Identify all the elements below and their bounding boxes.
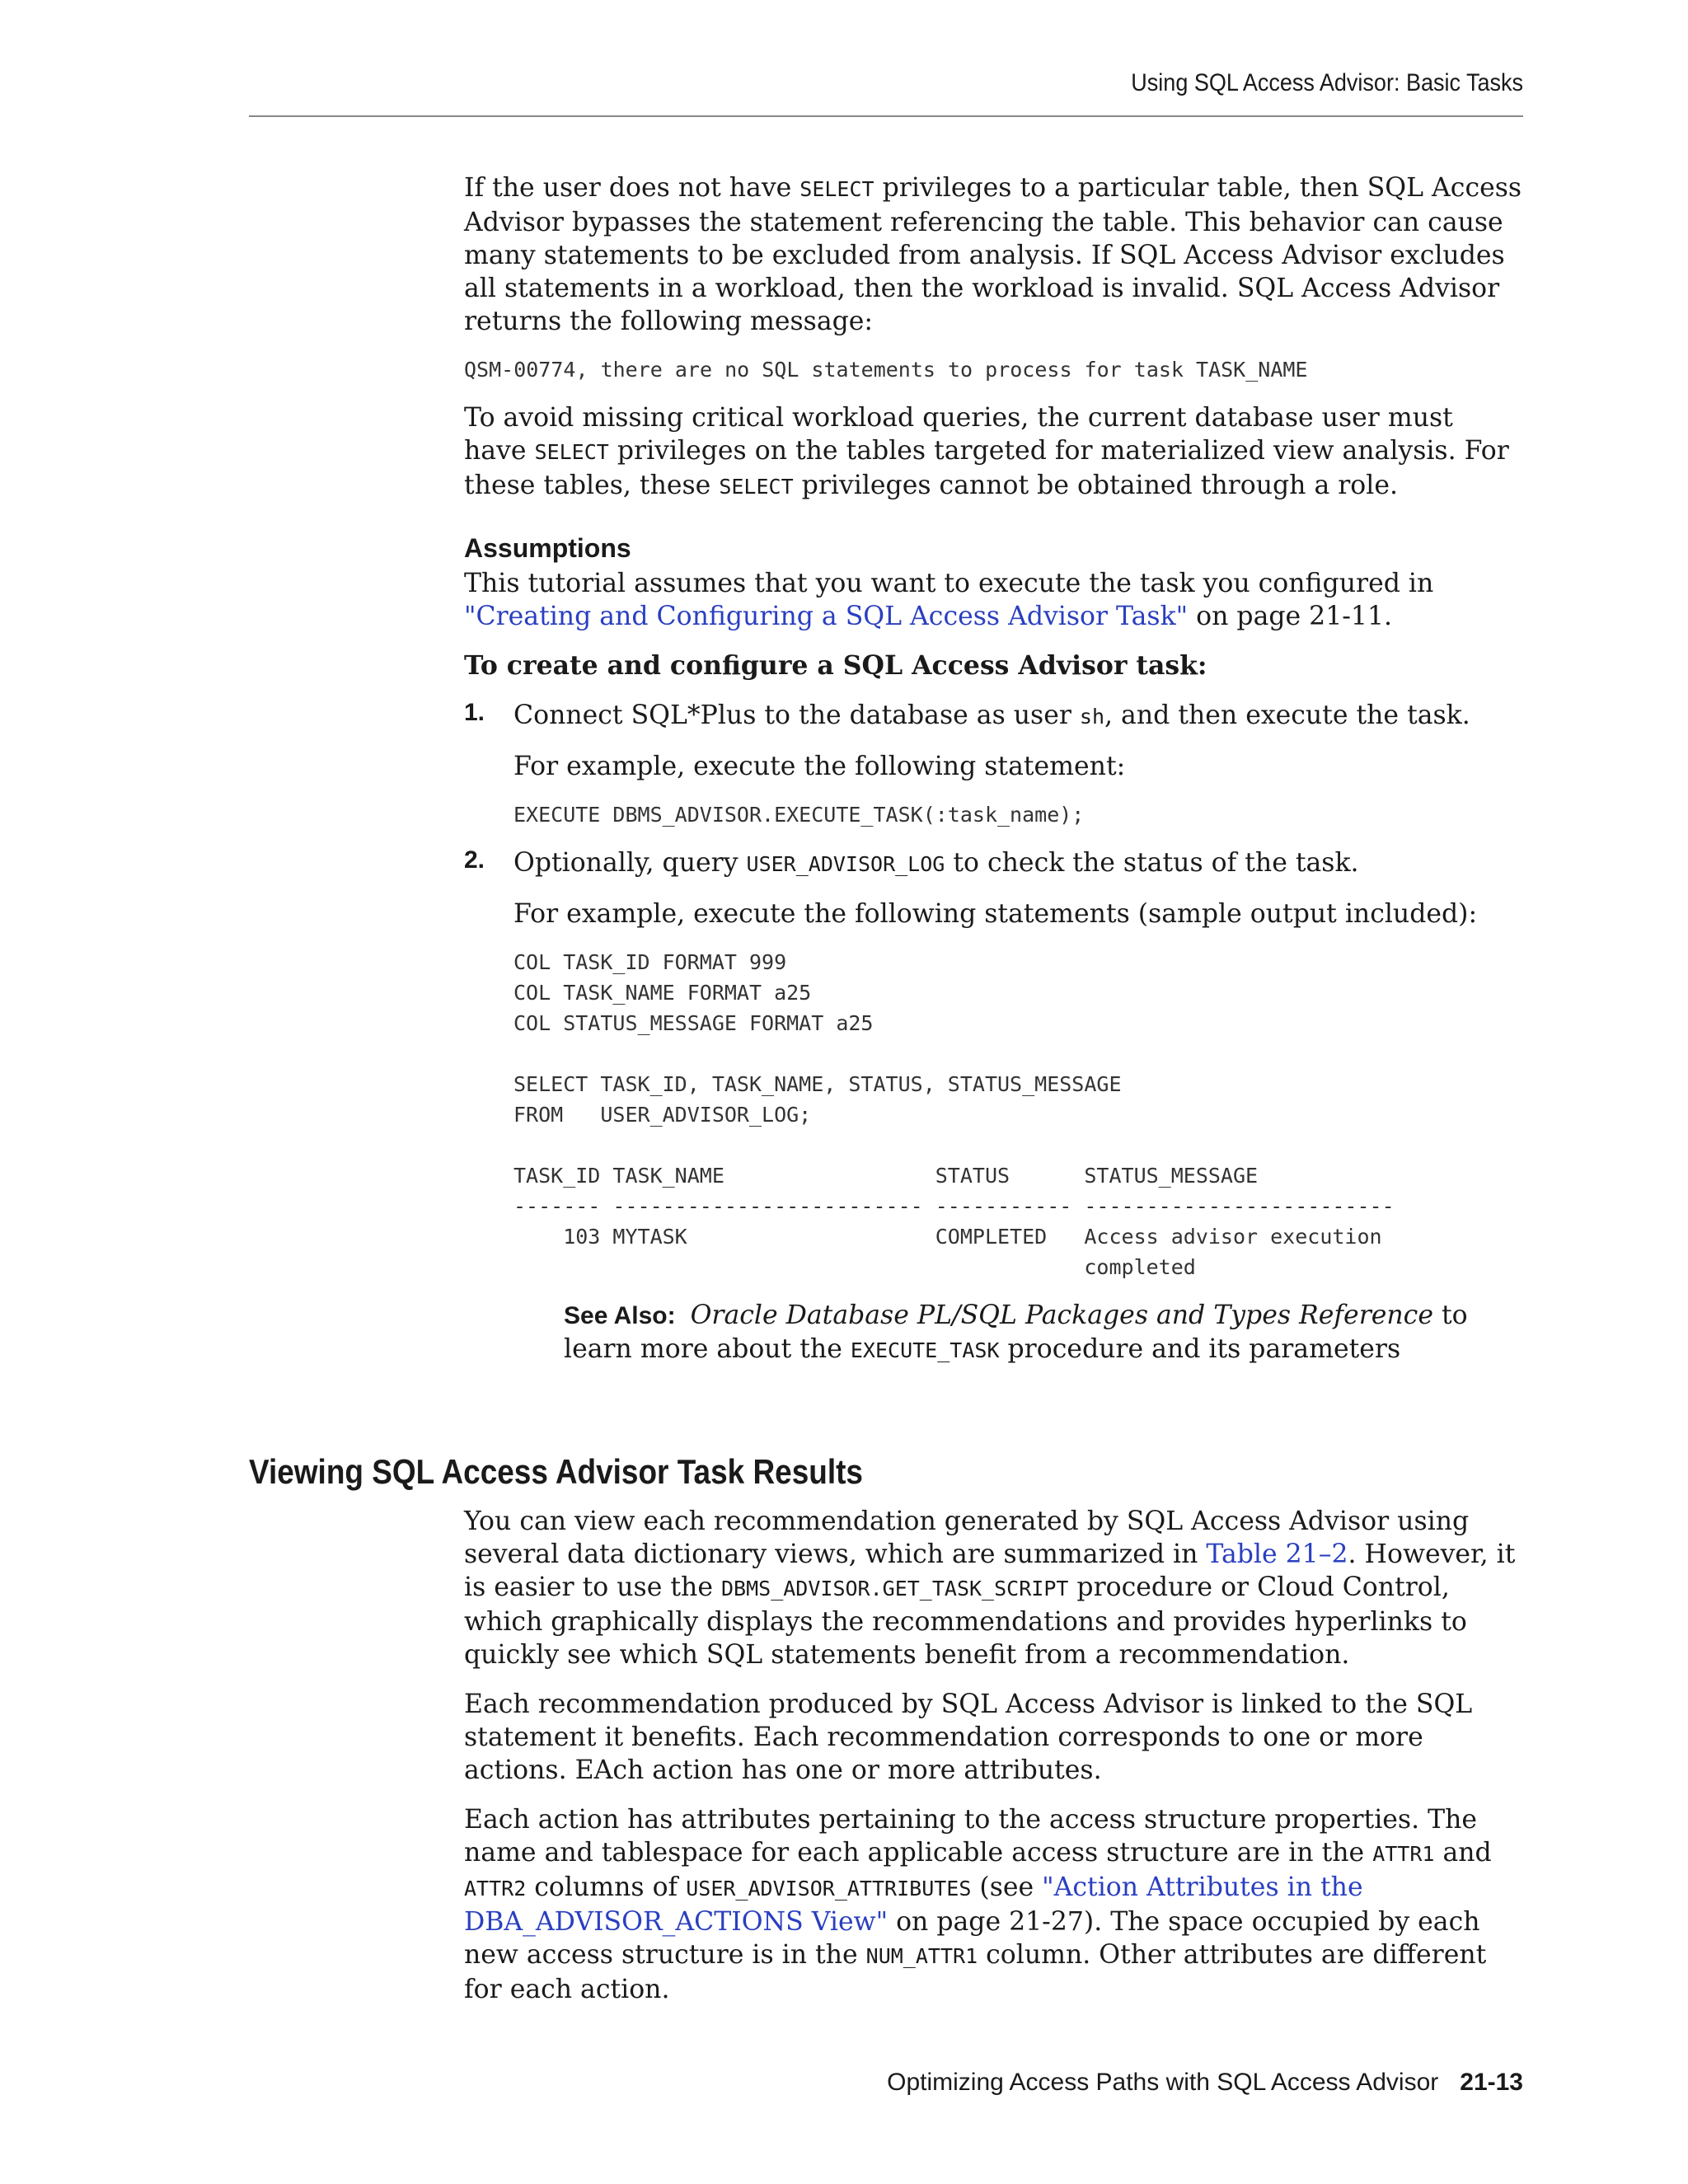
table-21-2-link[interactable]: Table 21–2 [1206, 1540, 1348, 1569]
text-run: on page 21-11. [1188, 602, 1393, 631]
text-run: You can view each recommendation generated by SQL Access Advisor using several data dictionary views, which are summarized in [464, 1507, 1470, 1569]
step-text [513, 699, 1523, 733]
intro-paragraph-2 [464, 401, 1523, 504]
intro-paragraph-1 [464, 171, 1523, 338]
page-footer [249, 2069, 1523, 2097]
inline-code: sh [1079, 705, 1105, 729]
section-paragraph-1 [464, 1505, 1523, 1671]
see-also-note [564, 1299, 1523, 1367]
header-rule [249, 115, 1523, 117]
code-block: EXECUTE DBMS_ADVISOR.EXECUTE_TASK(:task_name); [513, 803, 1085, 827]
creating-task-link[interactable]: "Creating and Configuring a SQL Access Advisor Task" [464, 602, 1189, 631]
step-example-text: For example, execute the following statements (sample output included): [513, 899, 1478, 929]
code-block: COL TASK_ID FORMAT 999 COL TASK_NAME FORMAT a25 COL STATUS_MESSAGE FORMAT a25 SELECT TASK_ID, TASK_NAME, STATUS, STATUS_MESSAGE FROM USER_ADVISOR_LOG; TASK_ID TASK_NAME STATUS STATUS_MESSAGE ------- ------------------------- ----------- ------------------------- 103 MYTASK COMPLETED Access advisor execution completed [513, 950, 1395, 1279]
footer-title: Optimizing Access Paths with SQL Access Advisor [887, 2069, 1439, 2096]
text-run: Connect SQL*Plus to the database as user [513, 701, 1080, 730]
step-example-text: For example, execute the following statement: [513, 752, 1126, 781]
inline-code: USER_ADVISOR_ATTRIBUTES [686, 1877, 972, 1900]
section-paragraph-2: Each recommendation produced by SQL Access Advisor is linked to the SQL statement it benefits. Each recommendation corresponds to one or more actions. EAch action has one or more attributes. [464, 1690, 1473, 1785]
running-header: Using SQL Access Advisor: Basic Tasks [1131, 69, 1523, 96]
step-1 [464, 699, 1523, 830]
section-paragraph-3 [464, 1803, 1523, 2006]
text-run: privileges to a particular table, then SQL Access Advisor bypasses the statement referencing the table. This behavior can cause many statements to be excluded from analysis. If SQL Access Advisor excludes all statements in a workload, then the workload is invalid. SQL Access Advisor returns the following message: [464, 173, 1522, 336]
text-run: to check the status of the task. [945, 848, 1359, 878]
step-number: 2. [464, 846, 485, 874]
text-run: This tutorial assumes that you want to execute the task you configured in [464, 569, 1434, 598]
text-run: To avoid missing critical workload queries, the current database user must have [464, 403, 1453, 466]
text-run: , and then execute the task. [1104, 701, 1470, 730]
see-also-label: See Also: [564, 1302, 676, 1329]
error-message-code: QSM-00774, there are no SQL statements to process for task TASK_NAME [464, 358, 1308, 382]
inline-code: SELECT [799, 177, 874, 201]
text-run: . However, it is easier to use the [464, 1540, 1516, 1602]
body-top [464, 171, 1523, 1384]
inline-code: ATTR2 [464, 1877, 527, 1900]
text-run: privileges on the tables targeted for materialized view analysis. For these tables, these [464, 436, 1509, 500]
inline-code: DBMS_ADVISOR.GET_TASK_SCRIPT [720, 1577, 1069, 1601]
step-number: 1. [464, 699, 485, 726]
section-heading: Viewing SQL Access Advisor Task Results [249, 1452, 863, 1491]
page-number: 21-13 [1460, 2069, 1523, 2096]
assumptions-heading: Assumptions [464, 533, 631, 563]
text-run: column. Other attributes are different for each action. [464, 1940, 1487, 2004]
text-run: (see [971, 1872, 1043, 1902]
inline-code: ATTR1 [1372, 1842, 1435, 1866]
step-2 [464, 846, 1523, 1282]
text-run: on page 21-27). The space occupied by each new access structure is in the [464, 1907, 1480, 1970]
text-run: columns of [526, 1872, 687, 1902]
procedure-title: To create and configure a SQL Access Advisor task: [464, 650, 1207, 681]
text-run: privileges cannot be obtained through a role. [793, 471, 1398, 500]
inline-code: SELECT [534, 440, 609, 464]
text-run: Optionally, query [513, 848, 747, 878]
inline-code: EXECUTE_TASK [850, 1338, 1000, 1362]
step-text [513, 846, 1523, 881]
inline-code: SELECT [719, 475, 794, 499]
inline-code: USER_ADVISOR_LOG [746, 852, 945, 876]
inline-code: NUM_ATTR1 [865, 1944, 978, 1968]
text-run: procedure and its parameters [999, 1334, 1401, 1364]
text-run: If the user does not have [464, 173, 800, 203]
text-run: to learn more about the [564, 1301, 1468, 1364]
assumptions-paragraph [464, 567, 1523, 633]
text-run: Each action has attributes pertaining to the access structure properties. The name and tablespace for each applicable access structure are in the [464, 1805, 1478, 1868]
text-run: and [1434, 1838, 1492, 1868]
text-run: procedure or Cloud Control, which graphically displays the recommendations and provides hyperlinks to quickly see which SQL statements benefit from a recommendation. [464, 1572, 1467, 1670]
see-also-reference: Oracle Database PL/SQL Packages and Types Reference [690, 1301, 1433, 1330]
action-attributes-link[interactable]: "Action Attributes in the DBA_ADVISOR_ACTIONS View" [464, 1872, 1363, 1937]
body-section [464, 1505, 1523, 2022]
